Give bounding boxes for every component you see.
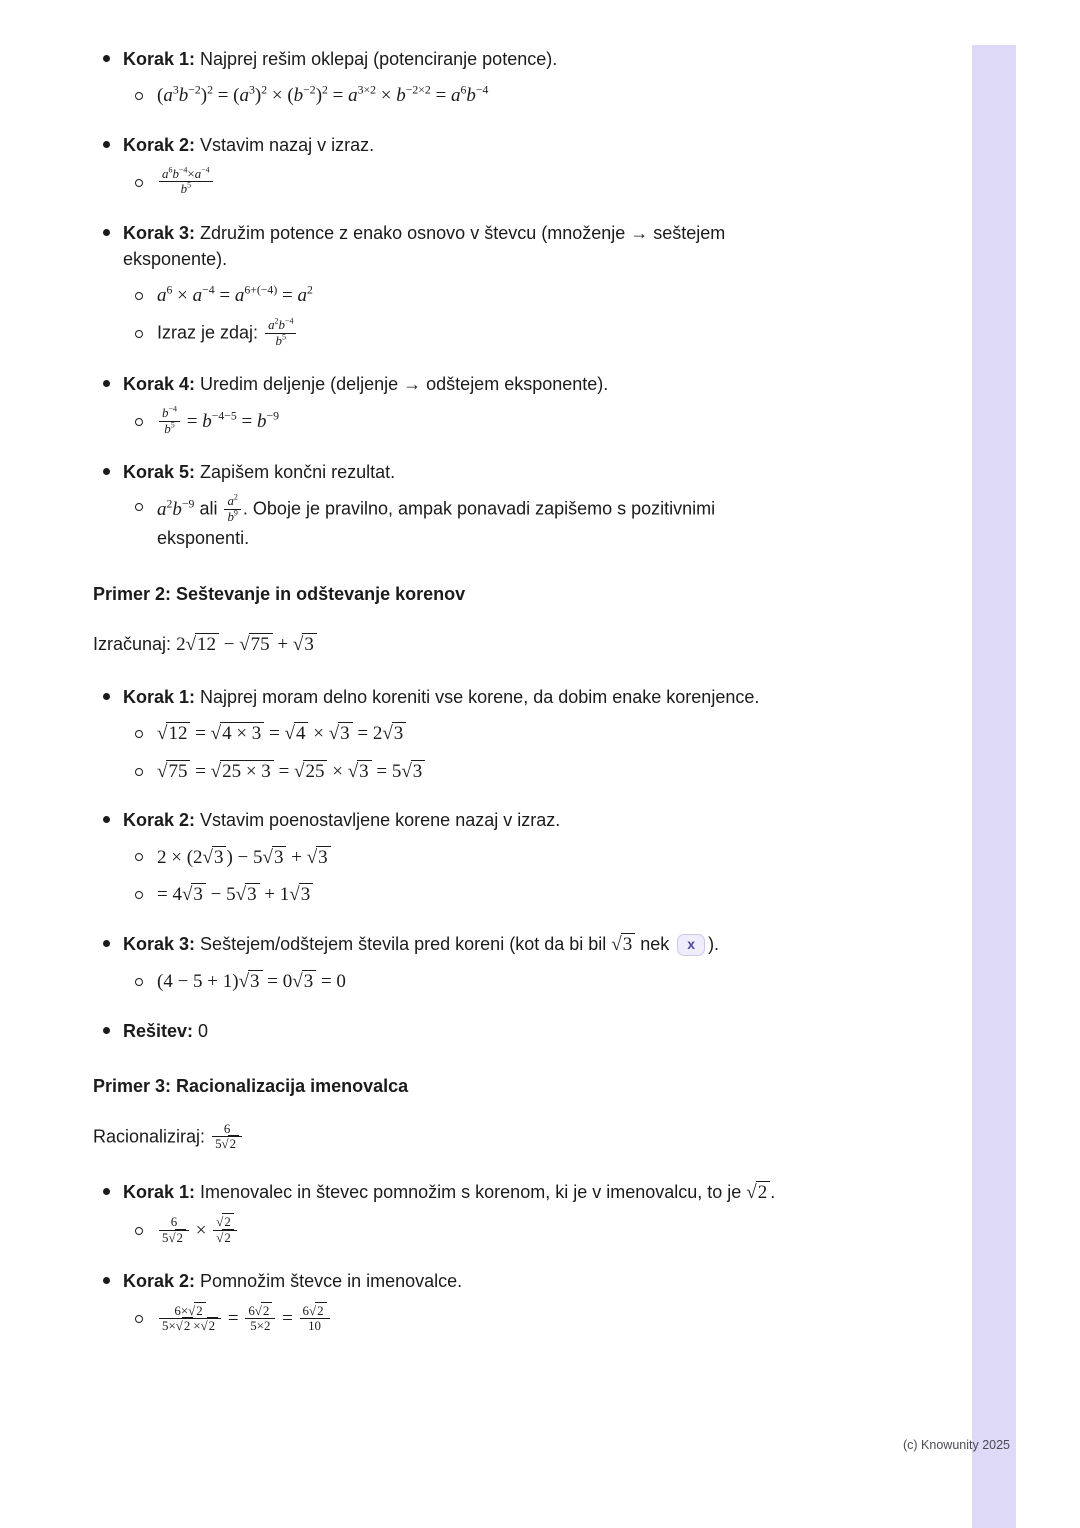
substep-body	[157, 165, 803, 198]
substep-text: . Oboje je pravilno, ampak ponavadi zapišemo s pozitivnimi eksponenti.	[157, 498, 716, 549]
bullet-icon	[103, 55, 110, 62]
math-expression: 2 × (2√3 ) − 5√3 + √3	[157, 847, 331, 868]
bullet-icon	[103, 1188, 110, 1195]
accent-stripe	[972, 45, 1016, 1528]
result-value: 0	[198, 1020, 209, 1041]
math-expression: (4 − 5 + 1)√3 = 0√3 = 0	[157, 971, 346, 993]
step-text: Pomnožim števce in imenovalce.	[200, 1271, 463, 1292]
math-expression: $\frac{6\times√2}{5\times√2 \times√2}$ = $\frac{6√2}{5\times 2}$ = $\frac{6√2}{10}$	[157, 1308, 332, 1329]
substep-body	[157, 968, 803, 996]
step-item-korak-2	[93, 807, 803, 908]
step-text: Vstavim poenostavljene korene nazaj v izraz.	[200, 810, 561, 831]
substep-text: ali	[199, 498, 218, 519]
step-body	[123, 46, 803, 110]
substep-item	[135, 165, 803, 198]
bullet-icon	[103, 940, 110, 947]
step-label: Korak 1:	[123, 49, 196, 69]
step-body	[123, 132, 803, 198]
substep-item	[135, 282, 803, 310]
step-line	[123, 807, 803, 833]
step-body	[123, 931, 803, 996]
substep-item	[135, 495, 803, 551]
substep-body	[157, 758, 803, 786]
step-label: Korak 3:	[123, 933, 196, 954]
math-expression: √2	[746, 1182, 770, 1203]
step-item-korak-1	[93, 684, 803, 785]
math-expression: $\frac{6}{5√2}$ × $\frac{√2}{√2}$	[157, 1220, 239, 1241]
substep-body	[157, 319, 803, 349]
math-expression: = 4√3 − 5√3 + 1√3	[157, 884, 313, 905]
step-item-korak-4	[93, 371, 803, 437]
sub-bullet-icon	[135, 418, 143, 426]
result-label: Rešitev:	[123, 1020, 194, 1041]
intro-label: Izračunaj:	[93, 633, 172, 654]
bullet-icon	[103, 816, 110, 823]
step-item-korak-1	[93, 1179, 803, 1246]
step-text: Najprej moram delno koreniti vse korene, da dobim enake korenjence.	[200, 687, 760, 708]
step-body	[123, 220, 803, 350]
substep-item	[135, 968, 803, 996]
math-expression: √12 = √4 × 3 = √4 × √3 = 2√3	[157, 723, 406, 744]
step-body	[123, 684, 803, 785]
step-line	[123, 684, 803, 710]
step-text: ).	[708, 933, 720, 954]
sub-bullet-icon	[135, 179, 143, 187]
step-label: Korak 3:	[123, 222, 196, 243]
step-text: nek	[640, 933, 670, 954]
intro-label: Racionaliziraj:	[93, 1126, 206, 1147]
step-label: Korak 1:	[123, 687, 196, 708]
math-expression: √75 = √25 × 3 = √25 × √3 = 5√3	[157, 761, 425, 782]
substep-body	[157, 844, 803, 872]
substep-body	[157, 282, 803, 310]
step-text: Vstavim nazaj v izraz.	[200, 134, 375, 155]
bullet-icon	[103, 141, 110, 148]
step-line	[123, 132, 803, 158]
math-expression: $(a^3b^{-2})^2 = (a^3)^2 \times (b^{-2})^2 = a^{3\times 2} \times b^{-2\times 2} = a^6b^{-4}$	[157, 83, 489, 107]
sub-bullet-icon	[135, 978, 143, 986]
step-body	[123, 1018, 803, 1044]
substep-text: Izraz je zdaj:	[157, 322, 259, 343]
math-expression: $a^6 \times a^{-4} = a^{6+(-4)} = a^2$	[157, 283, 313, 306]
step-line	[123, 371, 803, 397]
step-text: Najprej rešim oklepaj (potenciranje potence).	[200, 49, 558, 69]
step-line	[123, 459, 803, 485]
step-item-korak-2	[93, 132, 803, 198]
math-expression: $\frac{a^2b^{-4}}{b^5}$	[263, 323, 298, 344]
step-body	[123, 371, 803, 437]
substep-body	[157, 495, 803, 551]
substep-body	[157, 1302, 803, 1335]
step-body	[123, 459, 803, 551]
sub-bullet-icon	[135, 292, 143, 300]
step-label: Korak 1:	[123, 1181, 196, 1202]
footer-credit: (c) Knowunity 2025	[903, 1438, 1011, 1452]
x-placeholder-chip: x	[677, 934, 705, 957]
substep-body	[157, 407, 803, 437]
math-expression: $\frac{a^2}{b^9}$	[222, 499, 242, 520]
result-item	[93, 1018, 803, 1044]
step-body	[123, 1179, 803, 1246]
step-label: Korak 2:	[123, 1271, 196, 1292]
substep-item	[135, 720, 803, 748]
math-expression: √3	[611, 934, 635, 955]
bullet-icon	[103, 1277, 110, 1284]
step-item-korak-1	[93, 46, 803, 110]
step-body	[123, 1268, 803, 1334]
step-text: .	[770, 1181, 776, 1202]
step-text: Združim potence z enako osnovo v števcu (množenje → seštejem eksponente).	[123, 222, 726, 269]
step-text: Imenovalec in števec pomnožim s korenom, ki je v imenovalcu, to je	[200, 1181, 742, 1202]
step-label: Korak 2:	[123, 810, 196, 831]
intro-line-primer-3	[93, 1120, 803, 1153]
substep-item	[135, 881, 803, 909]
substep-item	[135, 1216, 803, 1246]
section-heading-primer-2: Primer 2: Seštevanje in odštevanje korenov	[93, 583, 466, 604]
step-label: Korak 4:	[123, 374, 196, 395]
step-text: Seštejem/odštejem števila pred koreni (kot da bi bil	[200, 933, 607, 954]
step-line	[123, 220, 803, 272]
bullet-icon	[103, 693, 110, 700]
substep-item	[135, 1302, 803, 1335]
step-text: Uredim deljenje (deljenje → odštejem eksponente).	[200, 374, 609, 395]
math-expression: $\frac{a^6b^{-4}\times a^{-4}}{b^5}$	[157, 171, 215, 192]
sub-bullet-icon	[135, 768, 143, 776]
substep-body	[157, 720, 803, 748]
substep-item	[135, 319, 803, 349]
substep-body	[157, 881, 803, 909]
sub-bullet-icon	[135, 891, 143, 899]
math-expression: $\frac{6}{5√2}$	[210, 1126, 244, 1147]
sub-bullet-icon	[135, 853, 143, 861]
sub-bullet-icon	[135, 330, 143, 338]
step-item-korak-2	[93, 1268, 803, 1334]
substep-body	[157, 1216, 803, 1246]
sub-bullet-icon	[135, 1227, 143, 1235]
bullet-icon	[103, 380, 110, 387]
bullet-icon	[103, 468, 110, 475]
step-body	[123, 807, 803, 908]
math-expression: $\frac{b^{-4}}{b^5}$ = $b^{-4-5} = b^{-9}$	[157, 411, 279, 432]
math-expression: $a^2b^{-9}$	[157, 497, 195, 520]
bullet-icon	[103, 1027, 110, 1034]
bullet-icon	[103, 229, 110, 236]
document-content	[93, 46, 803, 1356]
step-line	[123, 1179, 803, 1207]
step-text: Zapišem končni rezultat.	[200, 462, 396, 483]
substep-item	[135, 407, 803, 437]
substep-item	[135, 82, 803, 110]
sub-bullet-icon	[135, 730, 143, 738]
step-line	[123, 46, 803, 72]
substep-item	[135, 844, 803, 872]
step-line	[123, 931, 803, 959]
substep-body	[157, 82, 803, 110]
step-item-korak-5	[93, 459, 803, 551]
step-label: Korak 5:	[123, 462, 196, 483]
sub-bullet-icon	[135, 503, 143, 511]
sub-bullet-icon	[135, 1315, 143, 1323]
result-line	[123, 1018, 803, 1044]
substep-item	[135, 758, 803, 786]
step-line	[123, 1268, 803, 1294]
step-item-korak-3	[93, 220, 803, 350]
section-heading-primer-3: Primer 3: Racionalizacija imenovalca	[93, 1075, 409, 1096]
math-expression: 2√12 − √75 + √3	[176, 634, 317, 655]
step-label: Korak 2:	[123, 134, 196, 155]
intro-line-primer-2	[93, 631, 803, 659]
sub-bullet-icon	[135, 92, 143, 100]
step-item-korak-3	[93, 931, 803, 996]
